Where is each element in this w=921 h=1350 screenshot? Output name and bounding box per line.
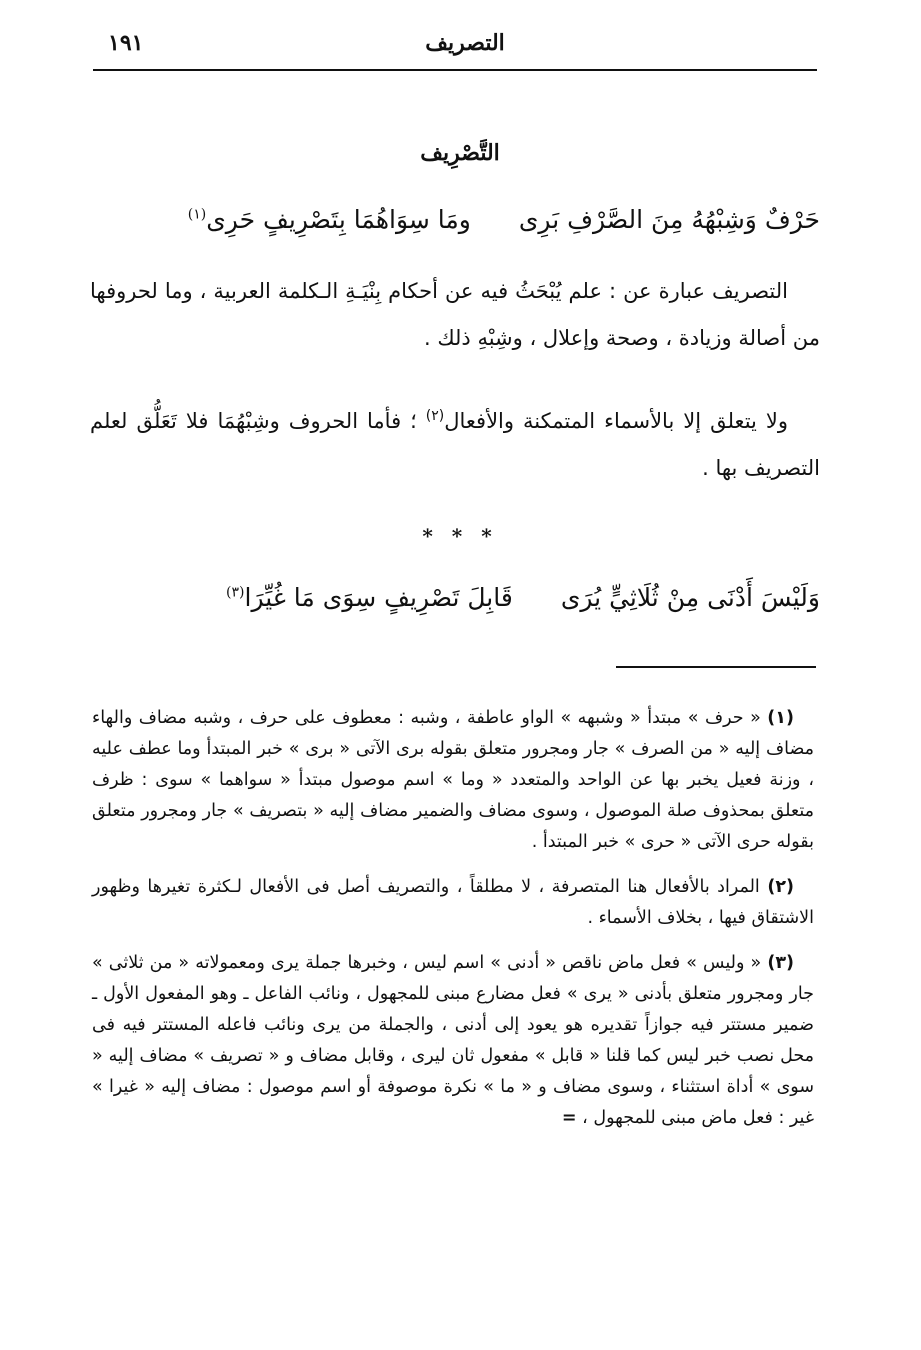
- footnote-marker-2: (٢): [425, 408, 445, 424]
- footnote-1: [92, 703, 814, 858]
- continuation-mark: =: [561, 1108, 577, 1128]
- paragraph-2-text-end: ؛ فأما الحروف وشِبْهُمَا فلا تَعَلُّق لعلم التصريف بها .: [90, 409, 820, 480]
- page-number: ١٩١: [108, 30, 144, 56]
- section-separator-stars: * * *: [422, 524, 498, 548]
- footnote-number: (١): [767, 708, 794, 728]
- paragraph-text: التصريف عبارة عن : علم يُبْحَثُ فيه عن أحكام بِنْيَـةِ الـكلمة العربية ، وما لحروفها من أصالة وزيادة ، وصحة وإعلال ، وشِبْهِ ذلك .: [90, 279, 820, 350]
- footnote-divider: [616, 666, 816, 668]
- footnote-marker-1: (١): [187, 206, 207, 223]
- verse-2-left-hemistich: قَابِلَ تَصْرِيفٍ سِوَى مَا غُيِّرَا: [244, 583, 513, 612]
- verse-1-right-hemistich: حَرْفٌ وَشِبْهُهُ مِنَ الصَّرْفِ بَرِى: [518, 205, 820, 234]
- header-divider: [93, 69, 817, 71]
- footnote-text: « وليس » فعل ماض ناقص « أدنى » اسم ليس ، وخبرها جملة يرى ومعمولاته « من ثلاثى » جار ومجرور متعلق بأدنى « يرى » فعل مضارع مبنى للمجهول ، ونائب الفاعل ـ وهو المفعول الأول ـ ضمير مستتر فيه جوازاً تقديره هو يعود إلى أدنى ، والجملة من يرى ونائب فاعله المستتر فيه فى محل نصب خبر ليس كما قلنا « قابل » مفعول ثان ليرى ، وقابل مضاف و « تصريف » مضاف إليه « سوى » أداة استثناء ، وسوى مضاف و « ما » نكرة موصوفة أو اسم موصول : مضاف إليه « غيرا » غير : فعل ماض مبنى للمجهول ،: [92, 953, 814, 1128]
- footnote-3: [92, 948, 814, 1134]
- footnote-2: [92, 872, 814, 934]
- footnote-number: (٢): [767, 877, 794, 897]
- footnote-text: « حرف » مبتدأ « وشبهه » الواو عاطفة ، وشبه : معطوف على حرف ، وشبه مضاف والهاء مضاف إليه « من الصرف » جار ومجرور متعلق بقوله برى الآتى « برى » خبر المبتدأ وما عطف عليه ، وزنة فعيل يخبر بها عن الواحد والمتعدد « وما » اسم موصول مبتدأ « سواهما » سوى : ظرف متعلق بمحذوف صلة الموصول ، وسوى مضاف والضمير مضاف إليه « بتصريف » جار ومجرور متعلق بقوله حرى الآتى « حرى » خبر المبتدأ .: [92, 708, 814, 852]
- prose-paragraph-2: [90, 393, 820, 492]
- verse-1-left-hemistich: ومَا سِوَاهُمَا بِتَصْرِيفٍ حَرِى: [206, 205, 471, 234]
- verse-2-right-hemistich: وَلَيْسَ أَدْنَى مِنْ ثُلَاثِيٍّ يُرَى: [560, 583, 820, 612]
- running-header-title: التصريف: [425, 30, 505, 56]
- footnote-marker-3: (٣): [226, 584, 245, 601]
- footnote-text: المراد بالأفعال هنا المتصرفة ، لا مطلقاً ، والتصريف أصل فى الأفعال لـكثرة تغيرها وظهور الاشتقاق فيها ، بخلاف الأسماء .: [92, 877, 814, 928]
- footnote-number: (٣): [767, 953, 794, 973]
- verse-line-1: [90, 205, 820, 234]
- paragraph-2-text-start: ولا يتعلق إلا بالأسماء المتمكنة والأفعال: [444, 409, 788, 433]
- section-heading: التَّصْرِيف: [420, 140, 500, 166]
- verse-line-2: [90, 583, 820, 612]
- footnotes-section: [92, 703, 814, 1148]
- prose-paragraph-1: [90, 268, 820, 362]
- paragraph-text: [90, 393, 820, 492]
